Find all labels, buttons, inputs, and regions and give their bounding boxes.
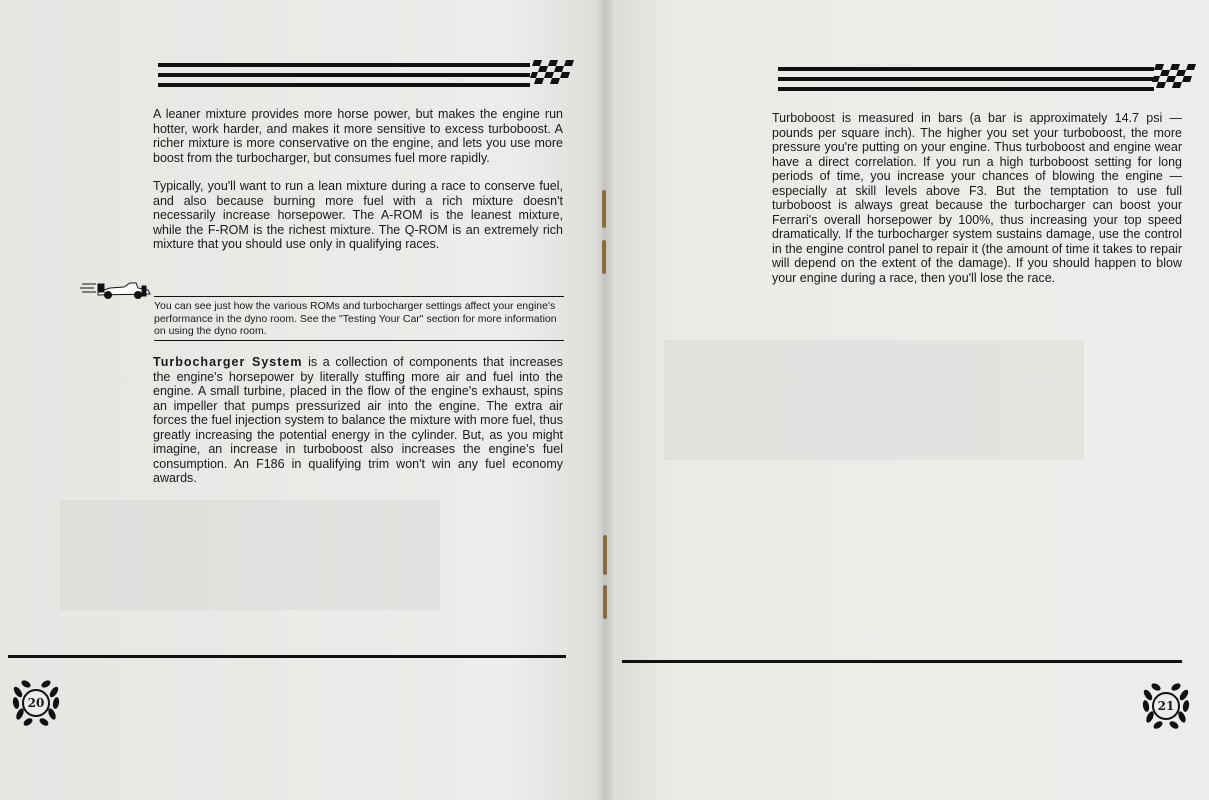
turbocharger-section — [153, 355, 563, 500]
checkered-flag-icon — [1150, 62, 1198, 90]
footer-rule — [622, 660, 1182, 663]
staple — [603, 585, 607, 619]
header-rule — [158, 58, 578, 94]
binding-gutter — [596, 0, 614, 800]
dyno-room-note: You can see just how the various ROMs and turbocharger settings affect your engine's performance in the dyno room. See the "Testing Your Car" section for more information on using the dyno room. — [154, 296, 564, 341]
turbocharger-body: is a collection of components that increases the engine's horsepower by literally stuffing more air and fuel into the engine. A small turbine, placed in the flow of the engine's exhaust, spins an impeller that pumps pressurized air into the engine. The extra air forces the fuel injection system to balance the mixture with more fuel, thus greatly increasing the potential energy in the cylinder. But, as you might imagine, an increase in turboboost also increases the engine's fuel consumption. An F186 in qualifying trim won't win any fuel economy awards. — [153, 355, 563, 485]
left-page — [0, 0, 604, 800]
right-body-text — [772, 111, 1182, 299]
page-number: 20 — [27, 696, 45, 710]
paragraph: Typically, you'll want to run a lean mixture during a race to conserve fuel, and also because burning more fuel with a rich mixture doesn't necessarily increase horsepower. The A-ROM is the leanest mixture, while the F-ROM is the richest mixture. The Q-ROM is an extremely rich mixture that you should use only in qualifying races. — [153, 179, 563, 251]
left-body-text — [153, 107, 563, 266]
checkered-flag-icon — [528, 58, 576, 86]
race-car-icon — [80, 278, 152, 300]
paragraph: Turboboost is measured in bars (a bar is approximately 14.7 psi — pounds per square inch). The higher you set your turboboost, the more pressure you're putting on your engine. Thus turboboost and engine wear have a direct correlation. If you run a high turboboost setting for long periods of time, you increase your chances of blowing the engine — especially at skill levels above F3. But the temptation to use full turboboost is always great because the turbocharger can boost your Ferrari's overall horsepower by 100%, thus increasing your top speed dramatically. If the turbocharger system sustains damage, use the control in the engine control panel to repair it (the amount of time it takes to repair will depend on the extent of the damage). If you should happen to blow your engine during a race, then you'll lose the race. — [772, 111, 1182, 285]
page-badge-right — [1138, 680, 1194, 732]
footer-rule — [8, 655, 566, 658]
page-badge-left — [8, 677, 64, 729]
paragraph: A leaner mixture provides more horse power, but makes the engine run hotter, work harder, and makes it more sensitive to excess turboboost. A richer mixture is more conservative on the engine, and lets you use more boost from the turbocharger, but consumes fuel more rapidly. — [153, 107, 563, 165]
turbocharger-term: Turbocharger System — [153, 355, 303, 369]
staple — [603, 535, 607, 575]
staple — [602, 240, 606, 274]
page-number: 21 — [1157, 699, 1175, 713]
header-rule — [778, 62, 1202, 98]
staple — [602, 190, 606, 228]
right-page — [604, 0, 1209, 800]
